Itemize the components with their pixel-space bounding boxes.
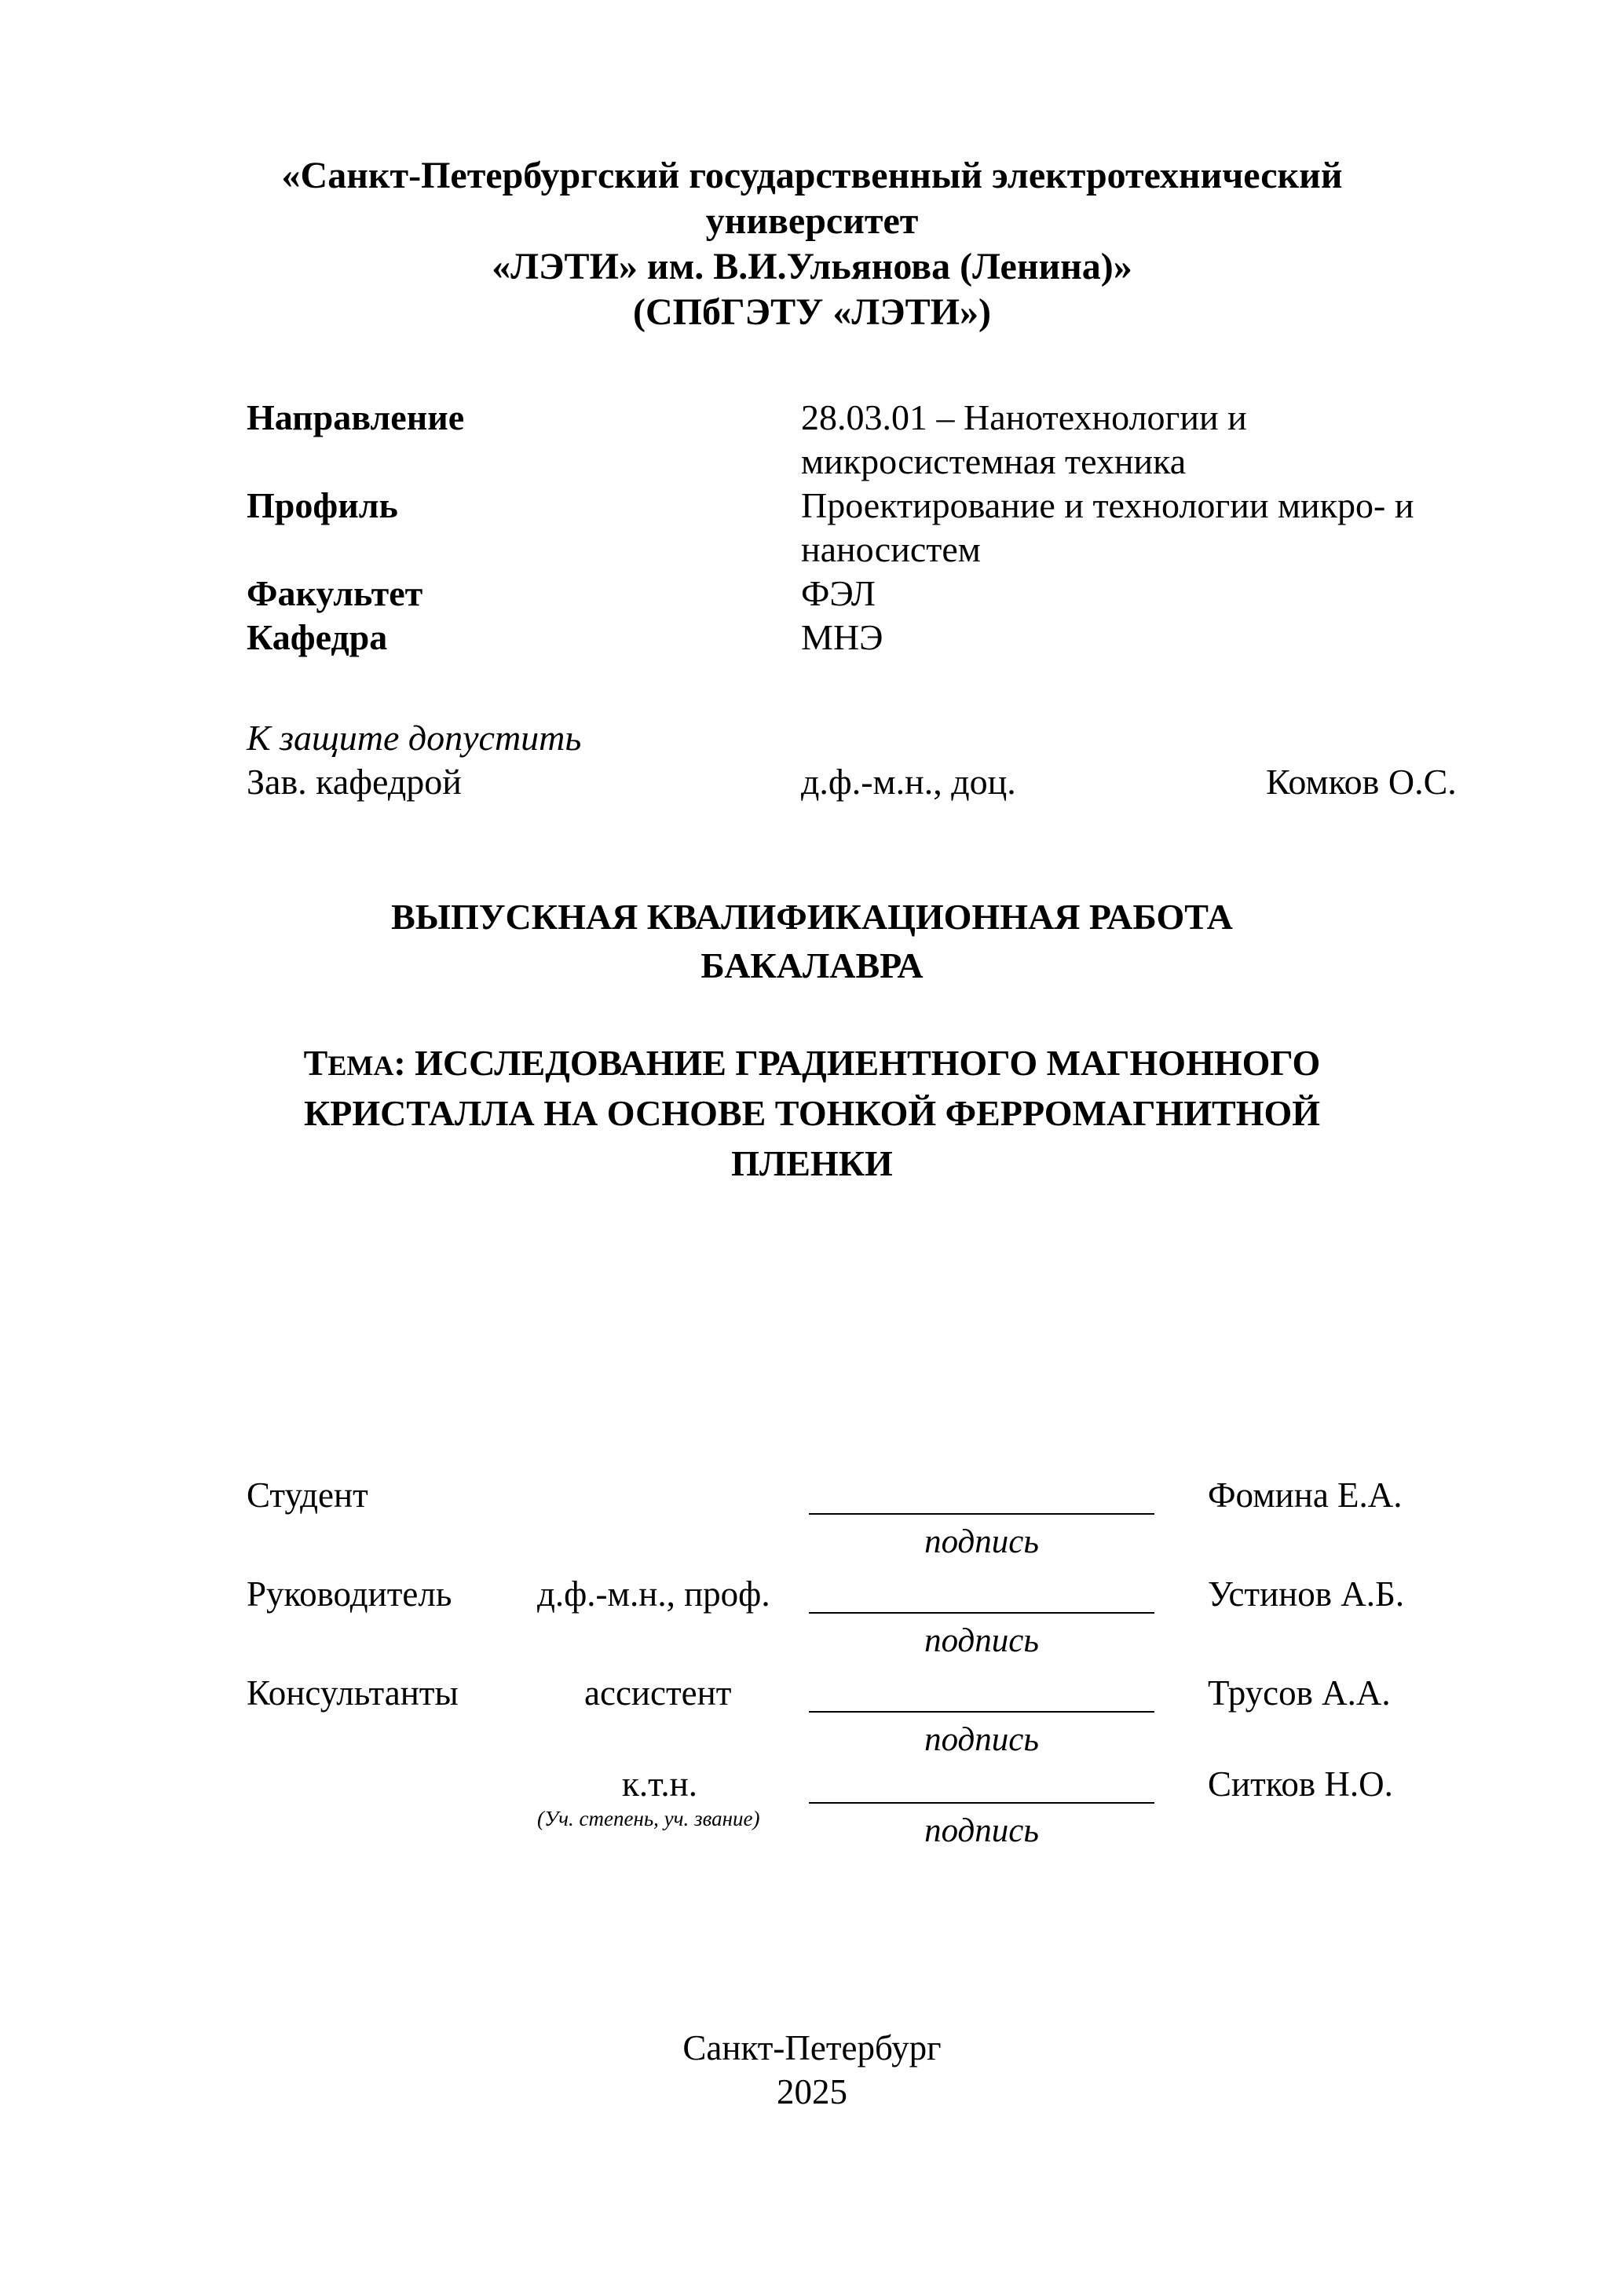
faculty-value: ФЭЛ bbox=[801, 573, 876, 613]
university-abbreviation: (СПбГЭТУ «ЛЭТИ») bbox=[633, 291, 991, 333]
topic-title-line-2: КРИСТАЛЛА НА ОСНОВЕ ТОНКОЙ ФЕРРОМАГНИТНОЙ bbox=[303, 1093, 1321, 1133]
university-name-line-2: университет bbox=[705, 200, 919, 242]
head-of-department-name: Комков О.С. bbox=[1266, 762, 1457, 802]
topic-title-line-3: ПЛЕНКИ bbox=[731, 1143, 893, 1183]
direction-value-line-2: микросистемная техника bbox=[801, 441, 1187, 481]
consultant-2-degree: к.т.н. bbox=[622, 1764, 697, 1804]
student-signature-line bbox=[809, 1513, 1154, 1515]
work-type-line-1: ВЫПУСКНАЯ КВАЛИФИКАЦИОННАЯ РАБОТА bbox=[391, 897, 1233, 937]
topic-line-1 bbox=[0, 1041, 1624, 1088]
year: 2025 bbox=[777, 2072, 847, 2111]
faculty-label: Факультет bbox=[247, 573, 423, 613]
degree-hint: (Уч. степень, уч. звание) bbox=[537, 1807, 760, 1830]
supervisor-degree: д.ф.-м.н., проф. bbox=[537, 1574, 770, 1614]
profile-label: Профиль bbox=[247, 485, 398, 525]
supervisor-label: Руководитель bbox=[247, 1574, 452, 1614]
topic-prefix-cap: Т bbox=[303, 1043, 328, 1083]
consultant-2-signature-caption: подпись bbox=[924, 1812, 1039, 1849]
work-type-line-2: БАКАЛАВРА bbox=[700, 945, 924, 985]
supervisor-name: Устинов А.Б. bbox=[1208, 1574, 1405, 1614]
topic-title-line-1: : ИССЛЕДОВАНИЕ ГРАДИЕНТНОГО МАГНОННОГО bbox=[393, 1043, 1321, 1083]
city: Санкт-Петербург bbox=[682, 2028, 942, 2067]
profile-value-line-1: Проектирование и технологии микро- и bbox=[801, 485, 1414, 525]
topic-prefix-rest: ЕМА bbox=[327, 1050, 394, 1081]
supervisor-signature-caption: подпись bbox=[924, 1622, 1039, 1659]
head-of-department-degree: д.ф.-м.н., доц. bbox=[801, 762, 1016, 802]
profile-value-line-2: наносистем bbox=[801, 529, 981, 569]
student-name: Фомина Е.А. bbox=[1208, 1475, 1403, 1515]
head-of-department-label: Зав. кафедрой bbox=[247, 762, 462, 802]
admit-to-defense: К защите допустить bbox=[247, 718, 582, 758]
consultant-1-signature-line bbox=[809, 1711, 1154, 1713]
consultant-1-degree: ассистент bbox=[584, 1673, 732, 1713]
consultant-2-signature-line bbox=[809, 1802, 1154, 1804]
direction-value-line-1: 28.03.01 – Нанотехнологии и bbox=[801, 397, 1247, 437]
student-signature-caption: подпись bbox=[924, 1523, 1039, 1560]
student-label: Студент bbox=[247, 1475, 368, 1515]
supervisor-signature-line bbox=[809, 1612, 1154, 1614]
consultant-1-signature-caption: подпись bbox=[924, 1721, 1039, 1758]
department-label: Кафедра bbox=[247, 617, 388, 657]
consultants-label: Консультанты bbox=[247, 1673, 459, 1713]
consultant-2-name: Ситков Н.О. bbox=[1208, 1764, 1393, 1804]
consultant-1-name: Трусов А.А. bbox=[1208, 1673, 1391, 1713]
direction-label: Направление bbox=[247, 397, 465, 437]
university-name-line-3: «ЛЭТИ» им. В.И.Ульянова (Ленина)» bbox=[492, 246, 1132, 287]
university-name-line-1: «Санкт-Петербургский государственный электротехнический bbox=[281, 155, 1343, 196]
department-value: МНЭ bbox=[801, 617, 883, 657]
